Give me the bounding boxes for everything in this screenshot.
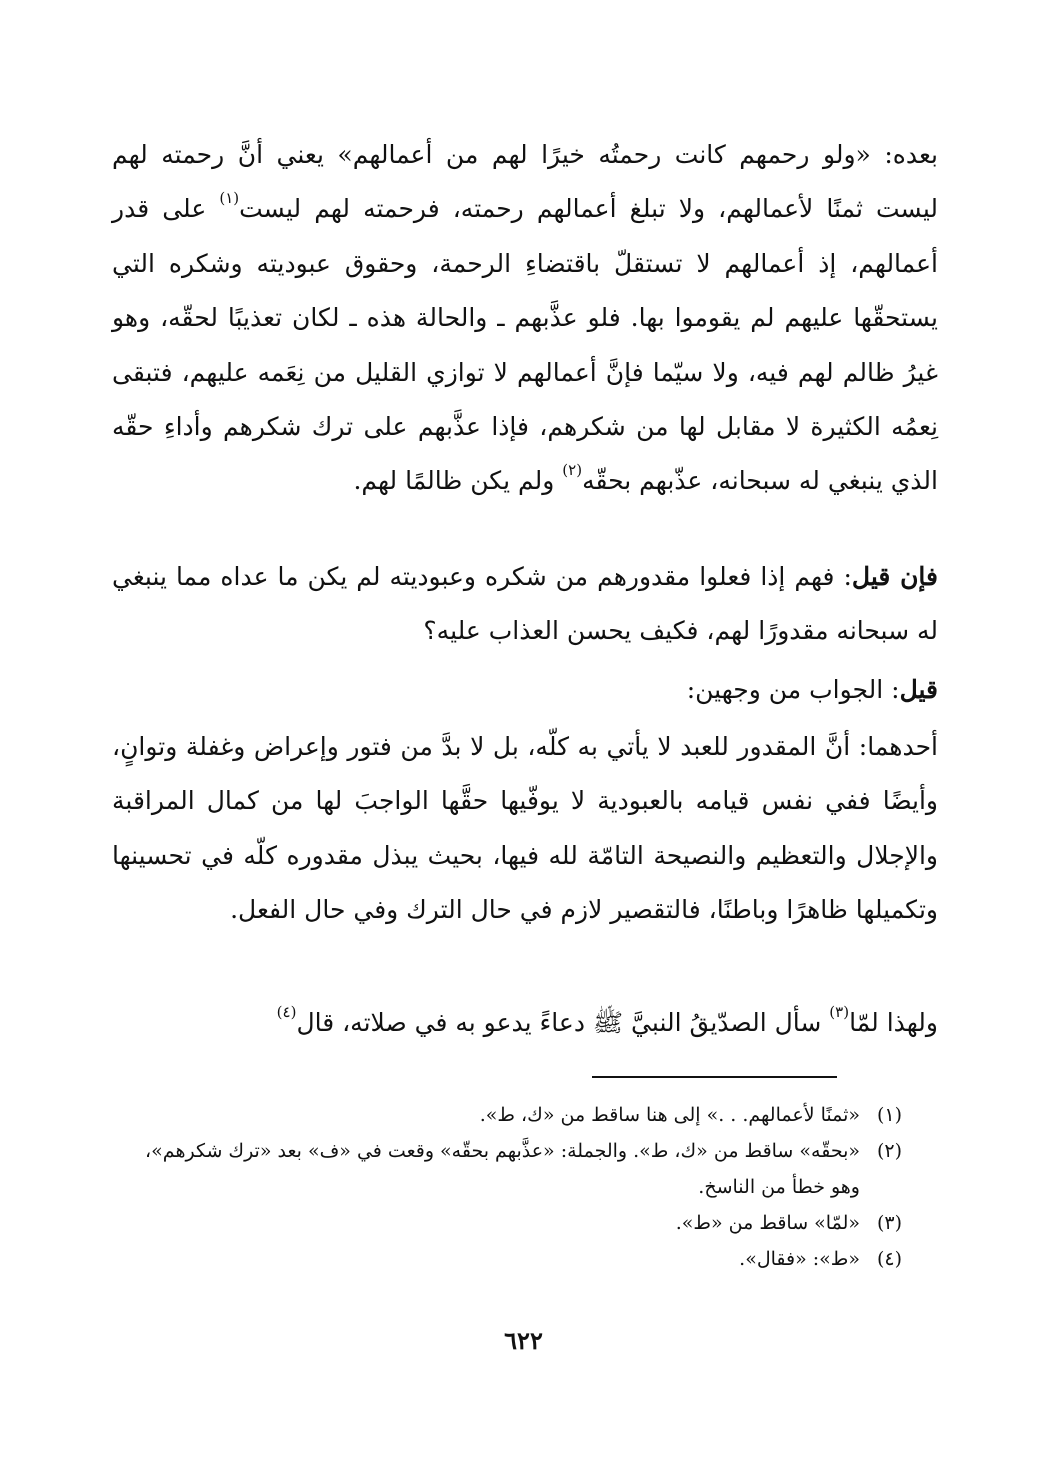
footnote-text: «ط»: «فقال». bbox=[739, 1248, 860, 1270]
footnote-3 bbox=[112, 1205, 902, 1241]
paragraph-objection bbox=[112, 550, 938, 659]
last-paragraph-text-b: سأل الصدّيقُ النبيَّ ﷺ دعاءً يدعو به في صلاته، قال bbox=[296, 1008, 830, 1037]
objection-lead: فإن قيل bbox=[851, 562, 938, 591]
footnote-ref-1[interactable]: (١) bbox=[219, 189, 240, 208]
page-number: ٦٢٢ bbox=[504, 1326, 543, 1355]
footnote-text: «بحقّه» ساقط من «ك، ط». والجملة: «عذَّبهم بحقّه» وقعت في «ف» بعد «ترك شكرهم»، وهو خطأ من الناسخ. bbox=[145, 1140, 860, 1198]
last-paragraph-text-a: ولهذا لمّا bbox=[849, 1008, 938, 1037]
footnote-ref-2[interactable]: (٢) bbox=[562, 461, 583, 480]
paragraph-1 bbox=[112, 128, 938, 509]
paragraph-1-text-a: بعده: «ولو رحمهم كانت رحمتُه خيرًا لهم من أعمالهم» يعني أنَّ رحمته لهم ليست ثمنًا لأعمالهم، ولا تبلغ أعمالهم رحمته، فرحمته لهم ليست bbox=[112, 140, 938, 224]
paragraph-1-text-b: على قدر أعمالهم، إذ أعمالهم لا تستقلّ باقتضاءِ الرحمة، وحقوق عبوديته وشكره التي يستحقّها عليهم لم يقوموا بها. فلو عذَّبهم ـ والحالة هذه ـ لكان تعذيبًا لحقّه، وهو غيرُ ظالم لهم فيه، ولا سيّما فإنَّ أعمالهم لا توازي القليل من نِعَمه عليهم، فتبقى نِعمُه الكثيرة لا مقابل لها من شكرهم، فإذا عذَّبهم على ترك شكرهم وأداءِ حقّه الذي ينبغي له سبحانه، عذّبهم بحقّه bbox=[112, 194, 938, 496]
objection-text: : فهم إذا فعلوا مقدورهم من شكره وعبوديته لم يكن ما عداه مما ينبغي له سبحانه مقدورًا لهم، فكيف يحسن العذاب عليه؟ bbox=[112, 562, 938, 646]
footnote-number: (٢) bbox=[876, 1140, 902, 1162]
paragraph-1-text-c: ولم يكن ظالمًا لهم. bbox=[353, 466, 563, 496]
footnote-text: «ثمنًا لأعمالهم. . .» إلى هنا ساقط من «ك، ط». bbox=[479, 1104, 860, 1126]
paragraph-last bbox=[112, 996, 938, 1050]
footnote-number: (٤) bbox=[876, 1248, 902, 1270]
footnote-ref-3[interactable]: (٣) bbox=[829, 1003, 850, 1021]
footnotes-section bbox=[112, 1097, 902, 1277]
footnote-text: «لمّا» ساقط من «ط». bbox=[675, 1212, 860, 1234]
reply-intro-text: : الجواب من وجهين: bbox=[686, 675, 900, 704]
footnote-4 bbox=[112, 1241, 902, 1277]
paragraph-first-aspect bbox=[112, 720, 938, 938]
footnote-number: (٣) bbox=[876, 1212, 902, 1234]
first-aspect-text: أحدهما: أنَّ المقدور للعبد لا يأتي به كلّه، بل لا بدَّ من فتور وإعراض وغفلة وتوانٍ، وأيضًا ففي نفس قيامه بالعبودية لا يوفّيها حقَّها الواجبَ لها من كمال المراقبة والإجلال والتعظيم والنصيحة التامّة لله فيها، بحيث يبذل مقدوره كلّه في تحسينها وتكميلها ظاهرًا وباطنًا، فالتقصير لازم في حال الترك وفي حال الفعل. bbox=[112, 732, 938, 925]
paragraph-reply-intro bbox=[112, 663, 938, 717]
footnote-2 bbox=[112, 1133, 902, 1205]
footnote-ref-4[interactable]: (٤) bbox=[276, 1003, 297, 1021]
footnote-1 bbox=[112, 1097, 902, 1133]
reply-lead: قيل bbox=[899, 675, 938, 704]
footnote-number: (١) bbox=[876, 1104, 902, 1126]
footnote-divider bbox=[592, 1076, 837, 1078]
